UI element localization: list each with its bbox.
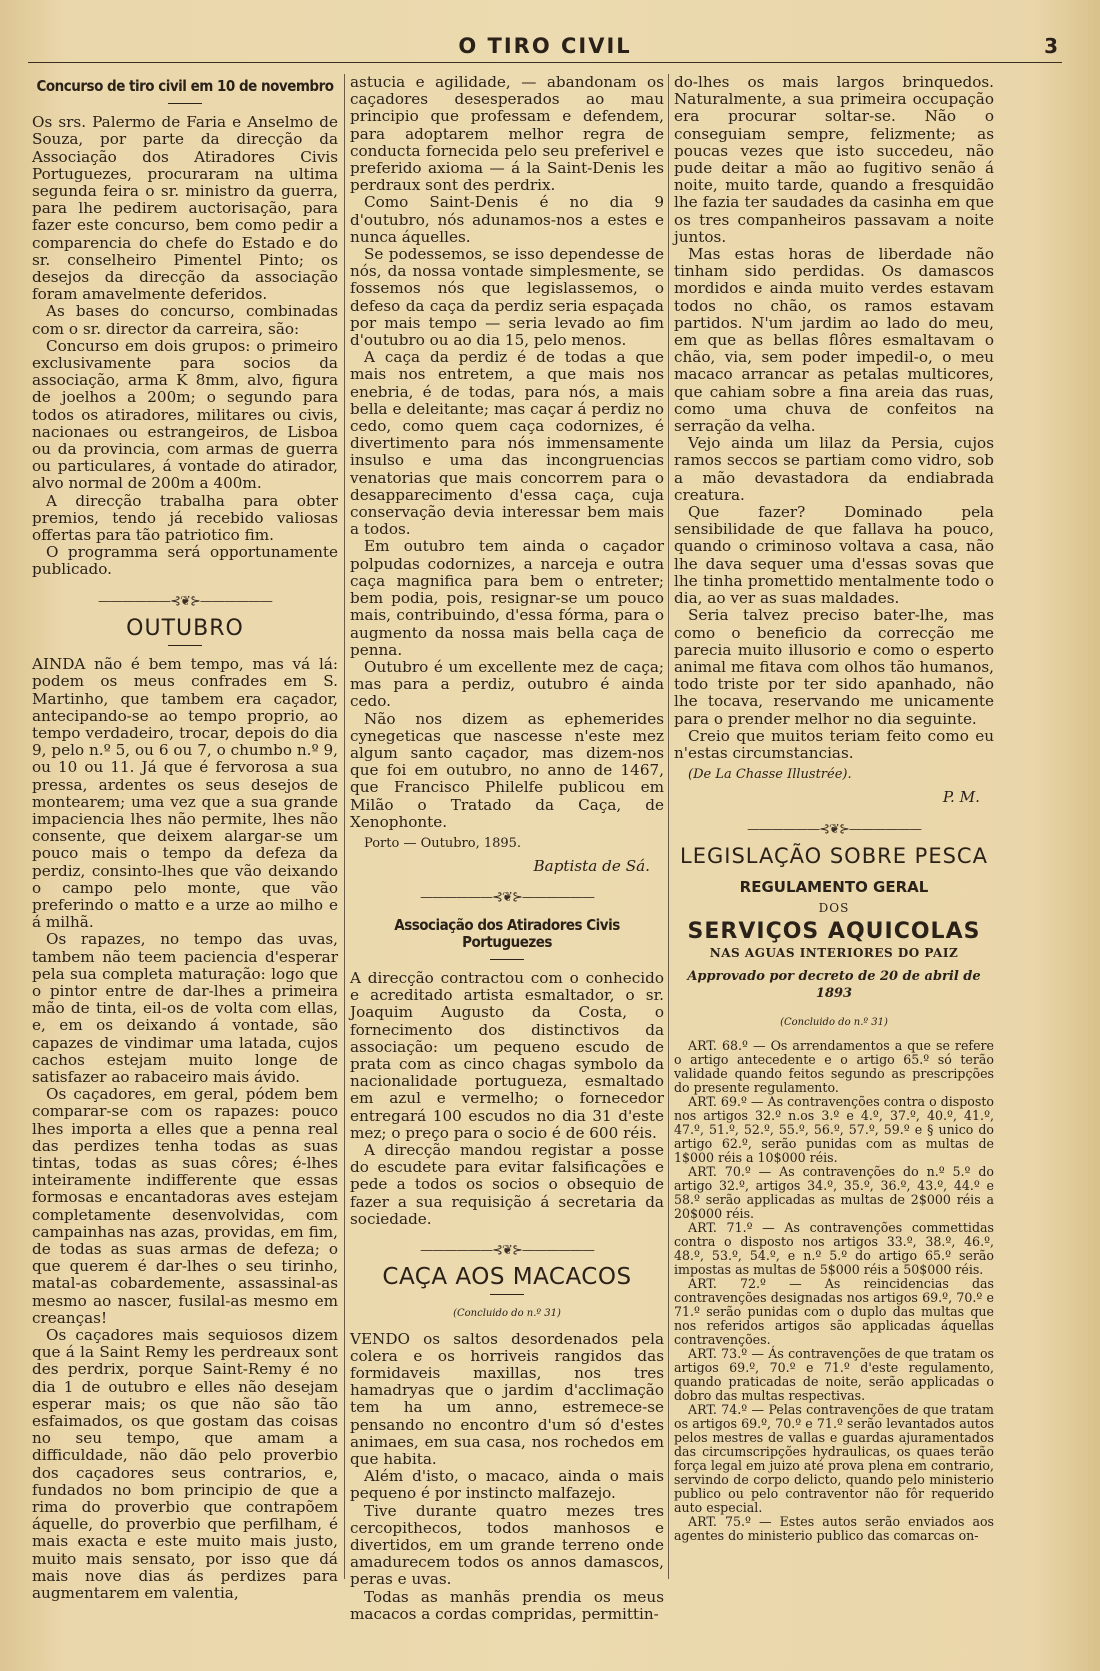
article-clause: ART. 69.º — As contravenções contra o disposto nos artigos 32.º n.os 3.º e 4.º, 37.º, 40.º, 41.º, 47.º, 51.º, 52.º, 55.º, 56.º, 57.º, 59.º e § unico do artigo 62.º, serão punidas com as multas de 1$000 réis a 10$000 réis. [674,1094,994,1166]
paragraph: Os caçadores, em geral, pódem bem comparar-se com os rapazes: pouco lhes importa a elles que a penna real das perdizes tenha todas as suas tintas, todas as suas côres; é-lhes inteiramente indifferente que essas formosas e encantadoras aves estejam completamente desenvolvidas, com campainhas nas azas, providas, em fim, de todas as suas armas de defeza; o que querem é dar-lhes o seu tirinho, matal-as cobardemente, assassinal-as mesmo ao nascer, fusilal-as mesmo em creanças! [32,1085,338,1327]
paragraph: Além d'isto, o macaco, ainda o mais pequeno é por instincto malfazejo. [350,1467,664,1503]
ink-spot [60,1555,68,1563]
paragraph: A direcção contractou com o conhecido e acreditado artista esmaltador, o sr. Joaquim Augusto da Costa, o fornecimento dos distinctivos da associação: um pequeno escudo de prata com as cinco chagas symbolo da nacionalidade portugueza, esmaltado em azul e vermelho; o fornecedor entregará 100 escudos no dia 31 d'este mez; o preço para o socio é de 600 réis. [350,968,664,1142]
paragraph: Creio que muitos teriam feito como eu n'estas circumstancias. [674,726,994,762]
paragraph: do-lhes os mais largos brinquedos. Naturalmente, a sua primeira occupação era procurar soltar-se. Não o conseguiam sempre, felizmente; as poucas vezes que isto succedeu, não pude deitar a mão ao fugitivo senão á noite, muito tarde, quando a fresquidão lhe fazia ter saudades da casinha em que os tres companheiros passavam a noite juntos. [674,73,994,246]
title-divider [490,1294,524,1295]
signature: P. M. [942,788,980,807]
paragraph: Seria talvez preciso bater-lhe, mas como o beneficio da correcção me parecia muito illusorio e como o esperto animal me fitava com olhos tão humanos, todo triste por ter sido apanhado, não lhe tocava, reservando me unicamente para o prender melhor no dia seguinte. [674,606,994,728]
regulation-subtitle: NAS AGUAS INTERIORES DO PAIZ [709,945,959,960]
paragraph: Vejo ainda um lilaz da Persia, cujos ramos seccos se partiam como vidro, sob a mão devastadora da endiabrada creatura. [674,434,994,504]
paragraph: A direcção mandou registar a posse do escudete para evitar falsificações e pede a todos os socios o obsequio de fazer a sua requisição á secretaria da sociedade. [350,1140,664,1228]
paragraph: VENDO os saltos desordenados pela colera e os horriveis rangidos das formidaveis maxillas, nos tres hamadryas que o jardim d'acclimação tem ha um anno, estremece-se pensando no encontro d'um só d'estes animaes, em sua casa, nos rochedos em que habita. [350,1329,664,1469]
paragraph: A caça da perdiz é de todas a que mais nos entretem, a que mais nos enebria, é de todas, para nós, a mais bella e deleitante; mas caçar á perdiz no cedo, como quem caça codornizes, é divertimento para nós immensamente insulso e uma das incongruencias venatorias que mais concorrem para o desapparecimento d'essa caça, cuja conservação devia interessar bem mais a todos. [350,348,664,539]
paragraph: Que fazer? Dominado pela sensibilidade de que fallava ha pouco, quando o criminoso voltava a casa, não lhe dava sequer uma d'essas sovas que lhe tinha promettido mentalmente todo o dia, ao ver as suas maldades. [674,503,994,608]
regulation-approval: Approvado por decreto de 20 de abril de 1893 [687,968,981,1001]
source-note: (De La Chasse Illustrée). [688,767,852,783]
article-title: Concurso de tiro civil em 10 de novembro [36,77,334,95]
paragraph: Outubro é um excellente mez de caça; mas para a perdiz, outubro é ainda cedo. [350,657,664,711]
page-header [28,32,1062,63]
paragraph: A direcção trabalha para obter premios, tendo já recebido valiosas offertas para tão patriotico fim. [32,491,338,545]
column-rule [668,74,669,1579]
paragraph: Os srs. Palermo de Faria e Anselmo de Souza, por parte da direcção da Associação dos Atiradores Civis Portuguezes, procuraram na ultima segunda feira o sr. ministro da guerra, para lhe pedirem auctorisação, para fazer este concurso, bem como pedir a comparencia do chefe do Estado e do sr. conselheiro Pimentel Pinto; os desejos da direcção da associação foram amavelmente deferidos. [32,113,338,304]
article-clause: ART. 72.º — As reincidencias das contravenções designadas nos artigos 69.º, 70.º e 71.º serão punidas com o duplo das multas que nos referidos artigos são applicadas áquellas contravenções. [674,1276,994,1348]
title-divider [168,645,202,646]
paragraph: Tive durante quatro mezes tres cercopithecos, todos manhosos e divertidos, em um grande terreno onde amadurecem todos os annos damascos, peras e uvas. [350,1501,664,1589]
section-title: OUTUBRO [126,615,244,641]
article-clause: ART. 75.º — Estes autos serão enviados aos agentes do ministerio publico das comarcas on- [674,1514,994,1544]
paragraph: Todas as manhãs prendia os meus macacos a cordas compridas, permittin- [350,1587,664,1623]
article-clause: ART. 73.º — Ás contravenções de que tratam os artigos 69.º, 70.º e 71.º d'este regulamento, quando praticadas de noite, serão applicadas o dobro das multas respectivas. [674,1346,994,1404]
continuation-note: (Concluido do n.º 31) [780,1017,888,1029]
column-2 [350,73,664,1623]
column-1 [32,74,338,1603]
article-clause: ART. 70.º — As contravenções do n.º 5.º do artigo 32.º, artigos 34.º, 35.º, 36.º, 43.º, 44.º e 58.º serão applicadas as multas de 2$000 réis a 20$000 réis. [674,1164,994,1222]
paragraph: Não nos dizem as ephemerides cynegeticas que nascesse n'este mez algum santo caçador, mas dizem-nos que foi em outubro, no anno de 1467, que Francisco Philelfe publicou em Milão o Tratado da Caça, de Xenophonte. [350,709,664,831]
ornament-divider: ——————⊰❦⊱—————— [420,890,594,906]
ornament-divider: ——————⊰❦⊱—————— [98,593,272,609]
paragraph: As bases do concurso, combinadas com o sr. director da carreira, são: [32,302,338,338]
article-clause: ART. 68.º — Os arrendamentos a que se refere o artigo antecedente e o artigo 65.º só terão validade quando feitos segundo as prescripções do presente regulamento. [674,1038,994,1096]
page-number: 3 [1044,34,1058,58]
article-title: Associação dos Atiradores Civis Portuguezes [394,915,620,951]
regulation-connector: DOS [818,901,850,916]
paragraph: Se podessemos, se isso dependesse de nós, da nossa vontade simplesmente, se fossemos nós que legislassemos, o defeso da caça da perdiz seria espaçada por mais tempo — seria levado ao fim d'outubro ou ao dia 15, pelo menos. [350,245,664,350]
title-divider [168,103,202,104]
paragraph: astucia e agilidade, — abandonam os caçadores desesperados ao mau principio que professam e defendem, para adoptarem melhor regra de conducta fornecida pelo seu preferivel e preferido axioma — á la Saint-Denis les perdraux sont des perdrix. [350,73,664,195]
section-title: LEGISLAÇÃO SOBRE PESCA [680,843,988,868]
regulation-title: REGULAMENTO GERAL [739,877,929,896]
article-clause: ART. 74.º — Pelas contravenções de que tratam os artigos 69.º, 70.º e 71.º serão levantados autos pelos mestres de vallas e guardas ajuramentados das circumscripções hydraulicas, os quaes terão força legal em juizo até prova plena em contrario, servindo de corpo delicto, quando pelo ministerio publico ou pelo contraventor não fôr requerido auto especial. [674,1402,994,1516]
paragraph: Em outubro tem ainda o caçador polpudas codornizes, a narceja e outra caça magnifica para bem o entreter; bem podia, pois, resignar-se um pouco mais, contribuindo, d'essa fórma, para o augmento da nossa mais bella caça de penna. [350,537,664,659]
paragraph: Os caçadores mais sequiosos dizem que á la Saint Remy les perdreaux sont des perdrix, porque Saint-Remy é no dia 1 de outubro e elles não desejam esperar mais; os que não são tão esfaimados, os que gostam das coisas no seu tempo, que amam a difficuldade, não dão pelo proverbio dos caçadores seus contrarios, e, fundados no bom principio de que a rima do proverbio que contrapõem áquelle, do proverbio que perfilham, é mais exacta e este muito mais justo, muito mais sensato, por isso que dá mais nove dias ás perdizes para augmentarem em valentia, [32,1326,338,1603]
paragraph: O programma será opportunamente publicado. [32,543,338,579]
paragraph: Como Saint-Denis é no dia 9 d'outubro, nós adunamos-nos a estes e nunca áquelles. [350,193,664,246]
ornament-divider: ——————⊰❦⊱—————— [747,821,921,837]
section-title: CAÇA AOS MACACOS [382,1264,632,1291]
regulation-heading: SERVIÇOS AQUICOLAS [687,919,981,945]
paragraph: Mas estas horas de liberdade não tinham sido perdidas. Os damascos mordidos e ainda muito verdes estavam todos no chão, os ramos estavam partidos. N'um jardim ao lado do meu, em que as bellas flôres esmaltavam o chão, via, sem poder impedil-o, o meu macaco arrancar as petalas multicores, que cahiam sobre a fina areia das ruas, como uma chuva de confeitos na serração da velha. [674,245,994,436]
masthead: O TIRO CIVIL [458,34,632,58]
paragraph: Concurso em dois grupos: o primeiro exclusivamente para socios da associação, arma K 8mm, alvo, figura de joelhos a 200m; o segundo para todos os atiradores, militares ou civis, nacionaes ou estrangeiros, de Lisboa ou da provincia, com armas de guerra ou particulares, á vontade do atirador, alvo normal de 200m a 400m. [32,336,338,493]
paragraph: Os rapazes, no tempo das uvas, tambem não teem paciencia d'esperar pela sua completa maturação: logo que o pintor entre de dar-lhes a primeira mão de tinta, eil-os de volta com ellas, e, em os deixando á vontade, são capazes de vindimar uma latada, cujos cachos estejam muito longe de satisfazer ao rabaceiro mais ávido. [32,930,338,1086]
ornament-divider: ——————⊰❦⊱—————— [420,1243,594,1258]
title-divider [490,959,524,960]
article-clause: ART. 71.º — As contravenções commettidas contra o disposto nos artigos 33.º, 38.º, 46.º, 48.º, 53.º, 54.º, e n.º 5.º do artigo 65.º serão impostas as multas de 5$000 réis a 50$000 réis. [674,1220,994,1278]
continuation-note: (Concluido do n.º 31) [453,1308,561,1320]
paragraph: AINDA não é bem tempo, mas vá lá: podem os meus confrades em S. Martinho, que tambem era caçador, antecipando-se ao tempo proprio, ao tempo verdadeiro, trocar, depois do dia 9, pelo n.º 5, ou 6 ou 7, o chumbo n.º 9, ou 10 ou 11. Já que é fervorosa a sua pressa, ardentes os seus desejos de montearem; uma vez que a sua grande impaciencia lhes não permite, lhes não consente, que deixem alargar-se um pouco mais o tempo da defeza da perdiz, consinto-lhes que vão deixando o campo pelo monte, que vão preferindo o matto e a urze ao milho e á milhã. [32,655,338,932]
dateline: Porto — Outubro, 1895. [364,835,522,851]
column-3 [674,74,994,1579]
signature: Baptista de Sá. [533,857,650,876]
column-rule [344,74,345,1579]
